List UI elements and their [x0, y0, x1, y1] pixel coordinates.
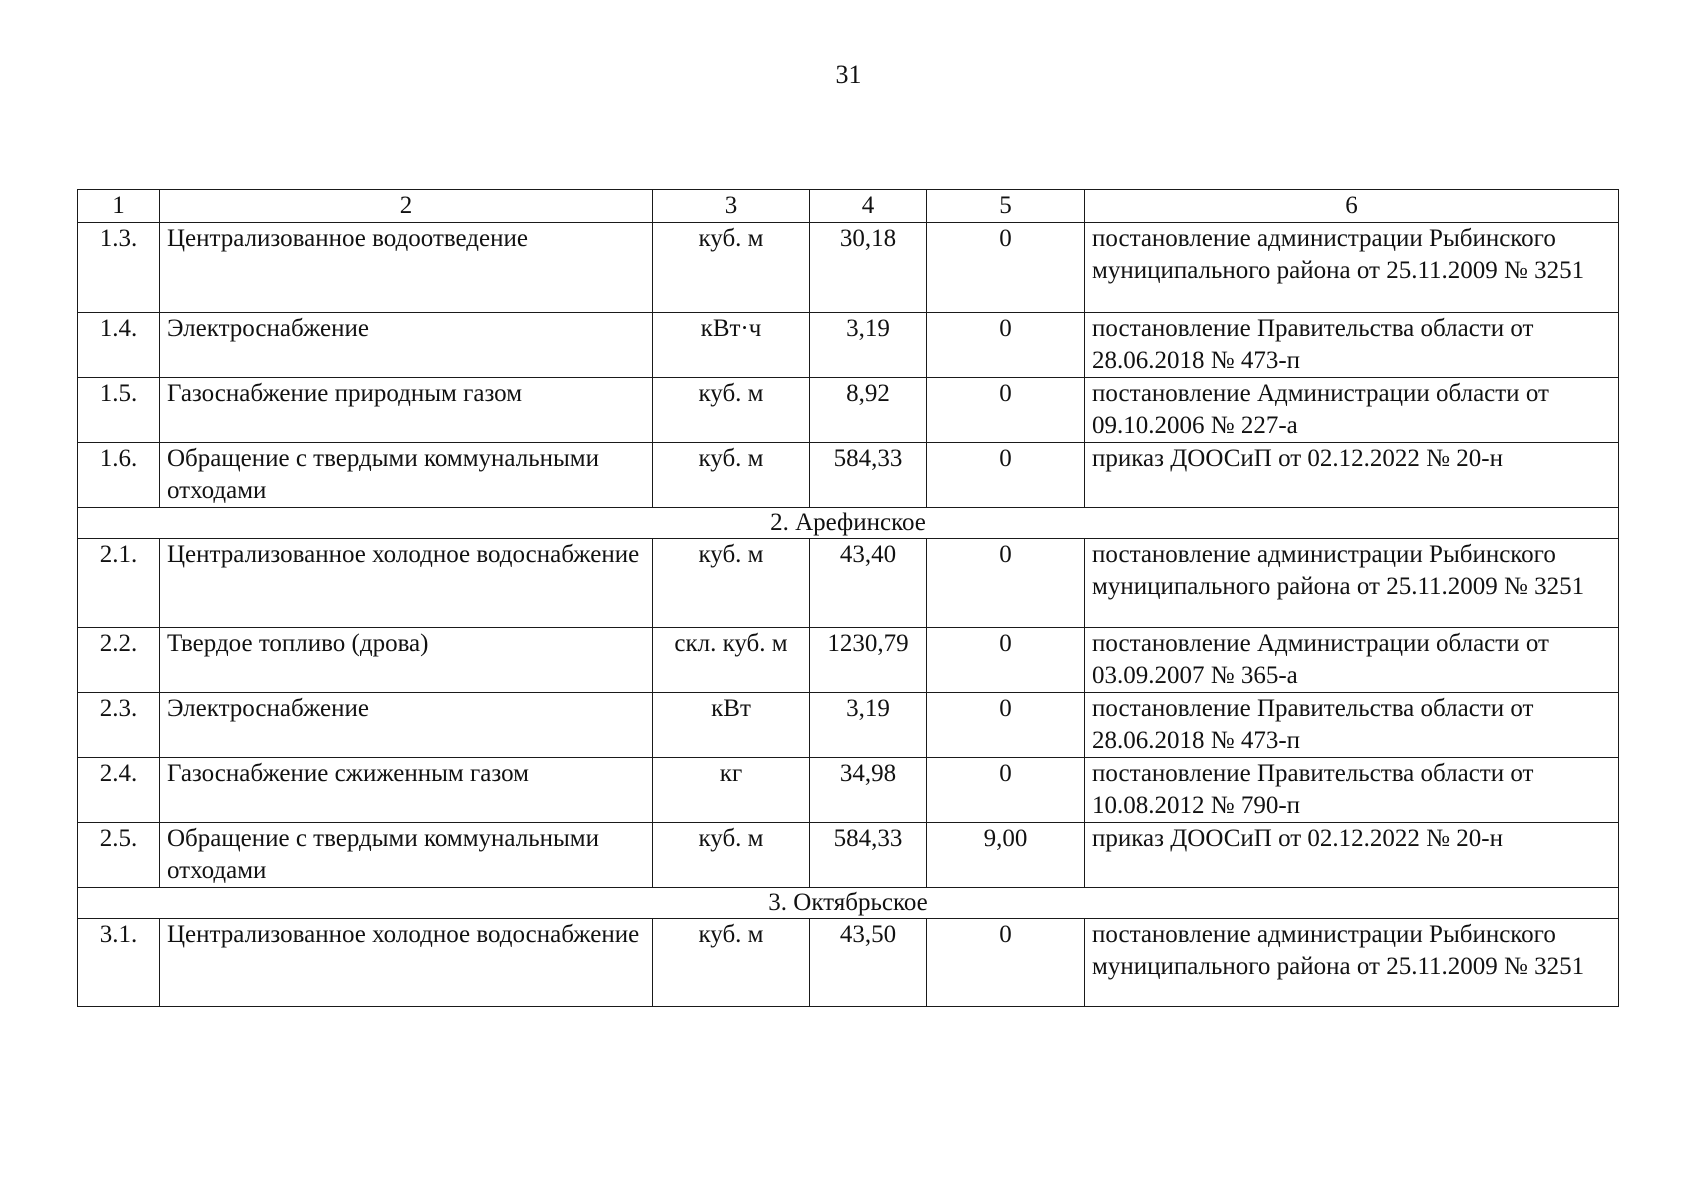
tariff-value: 1230,79: [810, 628, 927, 693]
legal-basis: постановление администрации Рыбинского муниципального района от 25.11.2009 № 3251: [1085, 539, 1619, 628]
tariff-value: 584,33: [810, 443, 927, 508]
table-row: [78, 693, 1619, 758]
unit: куб. м: [653, 539, 810, 628]
standard-value: 0: [927, 313, 1085, 378]
standard-value: 9,00: [927, 823, 1085, 888]
tariff-value: 3,19: [810, 313, 927, 378]
row-number: 1.3.: [78, 223, 160, 313]
standard-value: 0: [927, 758, 1085, 823]
column-header: 1: [78, 190, 160, 223]
service-name: Твердое топливо (дрова): [160, 628, 653, 693]
service-name: Обращение с твердыми коммунальными отходами: [160, 823, 653, 888]
unit: куб. м: [653, 378, 810, 443]
column-header: 5: [927, 190, 1085, 223]
table-row: [78, 758, 1619, 823]
tariff-value: 34,98: [810, 758, 927, 823]
legal-basis: постановление администрации Рыбинского муниципального района от 25.11.2009 № 3251: [1085, 223, 1619, 313]
table-body: [78, 190, 1619, 1007]
unit: кВт·ч: [653, 313, 810, 378]
page-number: 31: [835, 60, 862, 89]
table-row: [78, 223, 1619, 313]
table-row: [78, 313, 1619, 378]
row-number: 2.3.: [78, 693, 160, 758]
unit: куб. м: [653, 443, 810, 508]
column-header: 2: [160, 190, 653, 223]
service-name: Обращение с твердыми коммунальными отходами: [160, 443, 653, 508]
table-row: [78, 628, 1619, 693]
tariff-value: 43,50: [810, 919, 927, 1007]
tariff-value: 43,40: [810, 539, 927, 628]
section-title: 3. Октябрьское: [78, 888, 1619, 919]
unit: кг: [653, 758, 810, 823]
row-number: 2.2.: [78, 628, 160, 693]
tariff-value: 584,33: [810, 823, 927, 888]
row-number: 1.6.: [78, 443, 160, 508]
service-name: Централизованное водоотведение: [160, 223, 653, 313]
service-name: Электроснабжение: [160, 313, 653, 378]
section-row: [78, 508, 1619, 539]
section-row: [78, 888, 1619, 919]
table-row: [78, 823, 1619, 888]
service-name: Централизованное холодное водоснабжение: [160, 539, 653, 628]
legal-basis: постановление Администрации области от 09.10.2006 № 227-а: [1085, 378, 1619, 443]
legal-basis: приказ ДООСиП от 02.12.2022 № 20-н: [1085, 443, 1619, 508]
legal-basis: постановление администрации Рыбинского муниципального района от 25.11.2009 № 3251: [1085, 919, 1619, 1007]
service-name: Электроснабжение: [160, 693, 653, 758]
unit: куб. м: [653, 823, 810, 888]
column-header: 4: [810, 190, 927, 223]
legal-basis: постановление Правительства области от 28.06.2018 № 473-п: [1085, 313, 1619, 378]
row-number: 2.4.: [78, 758, 160, 823]
standard-value: 0: [927, 539, 1085, 628]
tariff-value: 30,18: [810, 223, 927, 313]
tariff-value: 3,19: [810, 693, 927, 758]
table-row: [78, 919, 1619, 1007]
row-number: 3.1.: [78, 919, 160, 1007]
unit: куб. м: [653, 223, 810, 313]
standard-value: 0: [927, 693, 1085, 758]
legal-basis: постановление Администрации области от 03.09.2007 № 365-а: [1085, 628, 1619, 693]
unit: скл. куб. м: [653, 628, 810, 693]
service-name: Централизованное холодное водоснабжение: [160, 919, 653, 1007]
service-name: Газоснабжение природным газом: [160, 378, 653, 443]
service-name: Газоснабжение сжиженным газом: [160, 758, 653, 823]
column-header: 6: [1085, 190, 1619, 223]
row-number: 2.1.: [78, 539, 160, 628]
unit: куб. м: [653, 919, 810, 1007]
standard-value: 0: [927, 378, 1085, 443]
row-number: 2.5.: [78, 823, 160, 888]
standard-value: 0: [927, 223, 1085, 313]
tariff-table: [77, 189, 1619, 1007]
legal-basis: постановление Правительства области от 10.08.2012 № 790-п: [1085, 758, 1619, 823]
table-row: [78, 443, 1619, 508]
row-number: 1.5.: [78, 378, 160, 443]
unit: кВт: [653, 693, 810, 758]
column-header: 3: [653, 190, 810, 223]
standard-value: 0: [927, 919, 1085, 1007]
table-header-row: [78, 190, 1619, 223]
legal-basis: приказ ДООСиП от 02.12.2022 № 20-н: [1085, 823, 1619, 888]
section-title: 2. Арефинское: [78, 508, 1619, 539]
table-row: [78, 378, 1619, 443]
standard-value: 0: [927, 628, 1085, 693]
tariff-value: 8,92: [810, 378, 927, 443]
table-row: [78, 539, 1619, 628]
legal-basis: постановление Правительства области от 28.06.2018 № 473-п: [1085, 693, 1619, 758]
standard-value: 0: [927, 443, 1085, 508]
row-number: 1.4.: [78, 313, 160, 378]
